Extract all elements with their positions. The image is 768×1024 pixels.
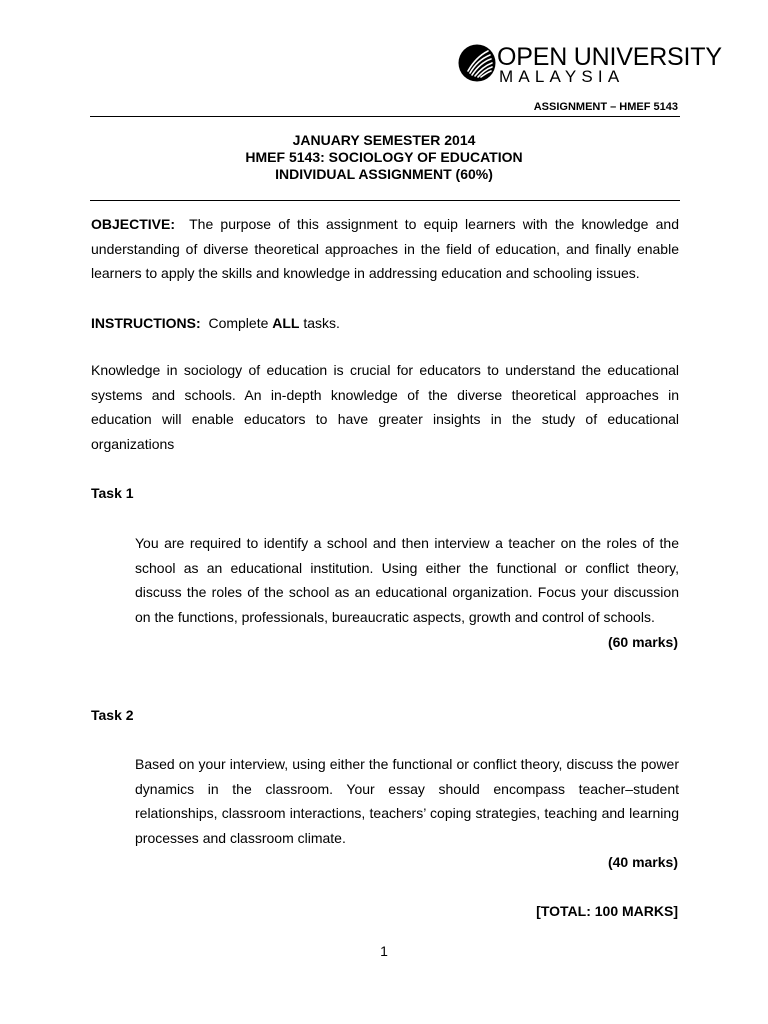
instructions-emphasis: ALL xyxy=(272,315,300,331)
objective-label: OBJECTIVE: xyxy=(91,216,176,232)
page-number: 1 xyxy=(380,943,388,959)
logo-wordmark-line2: MALAYSIA xyxy=(499,67,625,86)
document-title xyxy=(90,132,678,183)
task2-marks: (40 marks) xyxy=(607,854,678,870)
intro-paragraph: Knowledge in sociology of education is crucial for educators to understand the educational systems and schools. An in-depth knowledge of the diverse theoretical approaches in education will enable educators to have greater insights in the study of educational organizations xyxy=(91,362,679,452)
task1-heading: Task 1 xyxy=(91,485,134,501)
task1-body: You are required to identify a school and then interview a teacher on the roles of the school as an educational institution. Using either the functional or conflict theory, discuss the roles of the school as an educational organization. Focus your discussion on the functions, professionals, bureaucratic aspects, growth and control of schools. xyxy=(135,535,679,625)
title-divider xyxy=(90,200,680,201)
instructions-paragraph xyxy=(91,311,679,336)
task2-body: Based on your interview, using either the functional or conflict theory, discuss the power dynamics in the classroom. Your essay should encompass teacher–student relationships, classroom interactions, teachers’ coping strategies, teaching and learning processes and classroom climate. xyxy=(135,756,679,846)
university-logo xyxy=(458,43,722,88)
instructions-text-after: tasks. xyxy=(303,315,340,331)
university-logo-emblem-icon xyxy=(458,44,496,82)
header-divider xyxy=(90,116,680,117)
objective-text: The purpose of this assignment to equip learners with the knowledge and understanding of diverse theoretical approaches in the field of education, and finally enable learners to apply the skills and knowledge in addressing education and schooling issues. xyxy=(91,216,679,281)
course-title: HMEF 5143: SOCIOLOGY OF EDUCATION xyxy=(245,149,523,165)
instructions-text-before: Complete xyxy=(208,315,269,331)
objective-paragraph xyxy=(91,212,679,286)
task2-heading: Task 2 xyxy=(91,707,134,723)
logo-wordmark-line1: OPEN UNIVERSITY xyxy=(497,43,722,71)
assignment-code-header: ASSIGNMENT – HMEF 5143 xyxy=(533,101,678,113)
semester-title: JANUARY SEMESTER 2014 xyxy=(292,132,476,148)
task1-marks: (60 marks) xyxy=(607,634,678,650)
instructions-label: INSTRUCTIONS: xyxy=(91,315,201,331)
total-marks: [TOTAL: 100 MARKS] xyxy=(536,903,678,919)
assignment-title: INDIVIDUAL ASSIGNMENT (60%) xyxy=(275,166,493,182)
